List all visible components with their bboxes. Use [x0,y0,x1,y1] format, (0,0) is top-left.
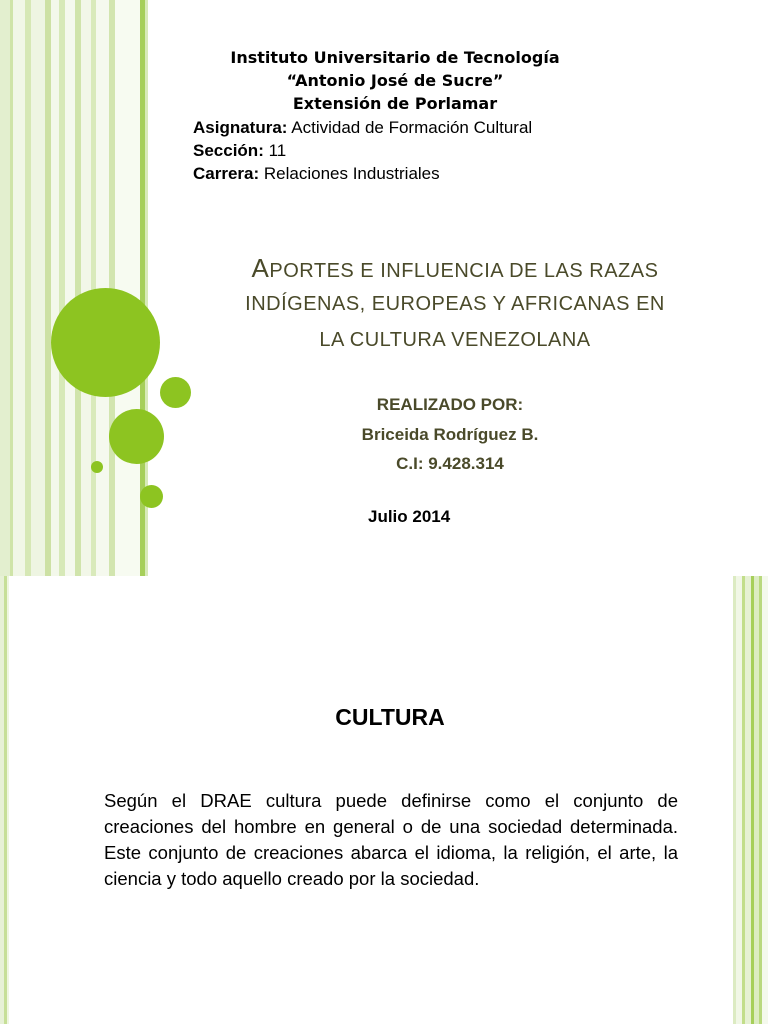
author-heading: REALIZADO POR: [376,395,524,414]
institution-subname: “Antonio José de Sucre” [286,71,504,90]
body-paragraph: Según el DRAE cultura puede definirse como el conjunto de creaciones del hombre en general o de una sociedad determinada. Este conjunto de creaciones abarca el idioma, la religión, el arte, la ciencia y todo aquello creado por la sociedad. [104,790,678,889]
subject-value: Actividad de Formación Cultural [287,118,533,137]
author-id: C.I: 9.428.314 [396,454,504,473]
decorative-circle [91,461,103,473]
decorative-stripe [115,0,140,576]
subject-line [193,116,532,139]
content-slide [0,576,768,1024]
section-line [193,139,286,162]
section-label: Sección: [193,141,264,160]
presentation-title-line2: INDÍGENAS, EUROPEAS Y AFRICANAS EN [245,293,665,315]
decorative-stripe [31,0,45,576]
decorative-stripe [65,0,75,576]
decorative-circle [109,409,164,464]
presentation-date: Julio 2014 [368,507,451,526]
decorative-stripe [7,576,9,1024]
institution-extension: Extensión de Porlamar [292,94,498,113]
decorative-circle [160,377,191,408]
section-value: 11 [263,141,287,160]
decorative-stripe [762,576,768,1024]
decorative-circle [51,288,160,397]
slide-heading: CULTURA [335,704,445,730]
career-label: Carrera: [193,164,260,183]
presentation-title-line1 [200,250,710,290]
career-value: Relaciones Industriales [259,164,440,183]
decorative-stripe [51,0,59,576]
title-initial: A [251,253,270,283]
title-line1-text: PORTES E INFLUENCIA DE LAS RAZAS [269,260,659,282]
decorative-circle [140,485,163,508]
decorative-stripe [13,0,25,576]
institution-name: Instituto Universitario de Tecnología [230,48,560,67]
career-line [193,162,440,185]
decorative-stripe [81,0,91,576]
subject-label: Asignatura: [193,118,288,137]
author-name: Briceida Rodríguez B. [361,425,539,444]
presentation-title-line3: LA CULTURA VENEZOLANA [319,329,591,351]
decorative-stripe [0,0,10,576]
